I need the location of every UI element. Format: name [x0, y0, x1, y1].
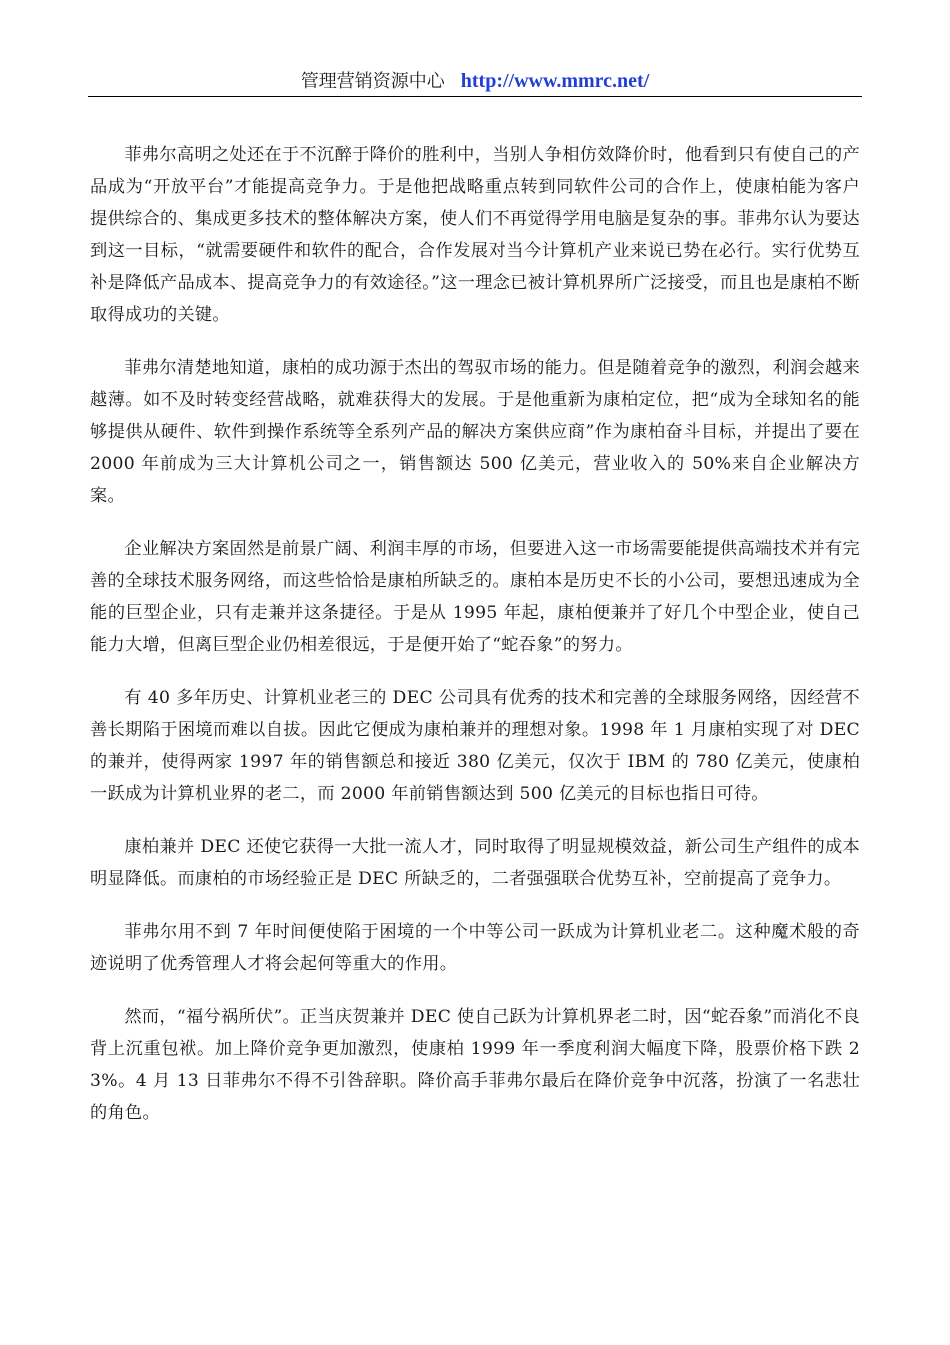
paragraph-4: 有 40 多年历史、计算机业老三的 DEC 公司具有优秀的技术和完善的全球服务网络，因经营不善长期陷于困境而难以自拔。因此它便成为康柏兼并的理想对象。1998 年 1 月康柏实现了对 DEC 的兼并，使得两家 1997 年的销售额总和接近 380 亿美元，仅次于 IBM 的 780 亿美元，使康柏一跃成为计算机业界的老二，而 2000 年前销售额达到 500 亿美元的目标也指日可待。: [90, 688, 860, 804]
paragraph-3: 企业解决方案固然是前景广阔、利润丰厚的市场，但要进入这一市场需要能提供高端技术并有完善的全球技术服务网络，而这些恰恰是康柏所缺乏的。康柏本是历史不长的小公司，要想迅速成为全能的巨型企业，只有走兼并这条捷径。于是从 1995 年起，康柏便兼并了好几个中型企业，使自己能力大增，但离巨型企业仍相差很远，于是便开始了“蛇吞象”的努力。: [90, 539, 860, 655]
paragraph-1: 菲弗尔高明之处还在于不沉醉于降价的胜利中，当别人争相仿效降价时，他看到只有使自己的产品成为“开放平台”才能提高竞争力。于是他把战略重点转到同软件公司的合作上，使康柏能为客户提供综合的、集成更多技术的整体解决方案，使人们不再觉得学用电脑是复杂的事。菲弗尔认为要达到这一目标，“就需要硬件和软件的配合，合作发展对当今计算机产业来说已势在必行。实行优势互补是降低产品成本、提高竞争力的有效途径。”这一理念已被计算机界所广泛接受，而且也是康柏不断取得成功的关键。: [90, 145, 860, 325]
paragraph-5: 康柏兼并 DEC 还使它获得一大批一流人才，同时取得了明显规模效益，新公司生产组件的成本明显降低。而康柏的市场经验正是 DEC 所缺乏的，二者强强联合优势互补，空前提高了竞争力。: [90, 837, 860, 889]
site-name: 管理营销资源中心: [300, 71, 445, 92]
site-url-link[interactable]: http://www.mmrc.net/: [460, 70, 650, 92]
paragraph-6: 菲弗尔用不到 7 年时间便使陷于困境的一个中等公司一跃成为计算机业老二。这种魔术般的奇迹说明了优秀管理人才将会起何等重大的作用。: [90, 922, 860, 974]
paragraph-7: 然而，“福兮祸所伏”。正当庆贺兼并 DEC 使自己跃为计算机界老二时，因“蛇吞象”而消化不良背上沉重包袱。加上降价竞争更加激烈，使康柏 1999 年一季度利润大幅度下降，股票价格下跌 23%。4 月 13 日菲弗尔不得不引咎辞职。降价高手菲弗尔最后在降价竞争中沉落，扮演了一名悲壮的角色。: [90, 1007, 860, 1123]
article-body: [90, 139, 860, 1150]
header-divider: [88, 96, 862, 97]
paragraph-2: 菲弗尔清楚地知道，康柏的成功源于杰出的驾驭市场的能力。但是随着竞争的激烈，利润会越来越薄。如不及时转变经营战略，就难获得大的发展。于是他重新为康柏定位，把“成为全球知名的能够提供从硬件、软件到操作系统等全系列产品的解决方案供应商”作为康柏奋斗目标，并提出了要在 2000 年前成为三大计算机公司之一，销售额达 500 亿美元，营业收入的 50%来自企业解决方案。: [90, 358, 860, 506]
page-header: [88, 66, 862, 96]
